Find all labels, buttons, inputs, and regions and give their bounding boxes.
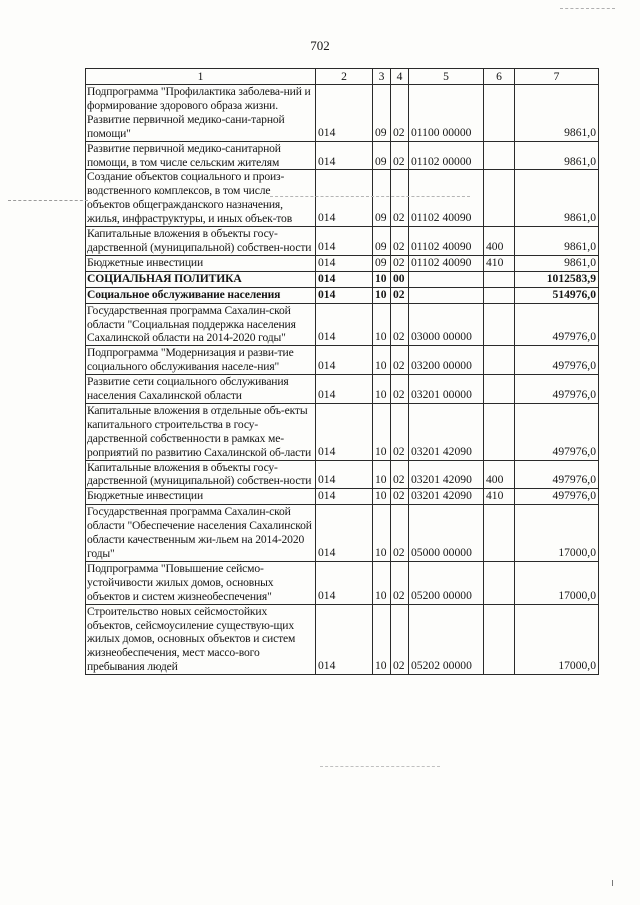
row-sum-cell: 9861,0 <box>515 255 599 271</box>
table-row <box>86 561 599 604</box>
row-csr-cell: 03000 00000 <box>409 303 484 346</box>
row-rz-cell: 09 <box>373 227 391 256</box>
row-csr-cell: 01102 40090 <box>409 255 484 271</box>
table-row <box>86 346 599 375</box>
row-rz-cell: 09 <box>373 85 391 142</box>
row-rz-cell: 10 <box>373 271 391 287</box>
row-csr-cell <box>409 287 484 303</box>
row-ved-cell: 014 <box>316 561 373 604</box>
row-vr-cell: 410 <box>484 489 515 505</box>
row-csr-cell: 05202 00000 <box>409 604 484 675</box>
row-name-cell: Развитие первичной медико-санитарной помощи, в том числе сельским жителям <box>86 141 316 170</box>
row-pr-cell: 00 <box>391 271 409 287</box>
row-sum-cell: 497976,0 <box>515 489 599 505</box>
row-vr-cell <box>484 346 515 375</box>
row-sum-cell: 9861,0 <box>515 141 599 170</box>
row-rz-cell: 09 <box>373 170 391 227</box>
row-rz-cell: 10 <box>373 287 391 303</box>
row-pr-cell: 02 <box>391 561 409 604</box>
row-csr-cell: 05000 00000 <box>409 505 484 562</box>
row-vr-cell <box>484 505 515 562</box>
row-csr-cell: 01102 00000 <box>409 141 484 170</box>
row-pr-cell: 02 <box>391 303 409 346</box>
row-csr-cell: 01102 40090 <box>409 170 484 227</box>
table-row <box>86 604 599 675</box>
row-name-cell: Подпрограмма "Профилактика заболева-ний и формирование здорового образа жизни. Развитие первичной медико-сани-тарной помощи" <box>86 85 316 142</box>
row-vr-cell: 400 <box>484 460 515 489</box>
row-vr-cell <box>484 403 515 460</box>
row-sum-cell: 17000,0 <box>515 505 599 562</box>
row-rz-cell: 10 <box>373 346 391 375</box>
page-number: 702 <box>310 38 330 53</box>
table-row <box>86 505 599 562</box>
column-header: 2 <box>316 69 373 85</box>
row-pr-cell: 02 <box>391 375 409 404</box>
column-header: 1 <box>86 69 316 85</box>
row-sum-cell: 9861,0 <box>515 170 599 227</box>
row-pr-cell: 02 <box>391 141 409 170</box>
row-vr-cell: 410 <box>484 255 515 271</box>
row-ved-cell: 014 <box>316 505 373 562</box>
row-ved-cell: 014 <box>316 271 373 287</box>
row-pr-cell: 02 <box>391 403 409 460</box>
row-ved-cell: 014 <box>316 375 373 404</box>
row-sum-cell: 497976,0 <box>515 375 599 404</box>
row-ved-cell: 014 <box>316 85 373 142</box>
row-rz-cell: 10 <box>373 303 391 346</box>
row-pr-cell: 02 <box>391 170 409 227</box>
table-row <box>86 375 599 404</box>
table-row <box>86 403 599 460</box>
row-vr-cell <box>484 604 515 675</box>
row-csr-cell: 03201 42090 <box>409 489 484 505</box>
row-sum-cell: 497976,0 <box>515 460 599 489</box>
row-vr-cell <box>484 141 515 170</box>
budget-table <box>85 68 599 675</box>
row-sum-cell: 17000,0 <box>515 604 599 675</box>
row-vr-cell <box>484 85 515 142</box>
row-name-cell: Бюджетные инвестиции <box>86 255 316 271</box>
row-sum-cell: 497976,0 <box>515 346 599 375</box>
row-ved-cell: 014 <box>316 460 373 489</box>
row-rz-cell: 09 <box>373 255 391 271</box>
table-row <box>86 141 599 170</box>
table-row <box>86 170 599 227</box>
row-rz-cell: 10 <box>373 505 391 562</box>
row-ved-cell: 014 <box>316 346 373 375</box>
row-name-cell: Строительство новых сейсмостойких объектов, сейсмоусиление существую-щих жилых домов, основных объектов и систем жизнеобеспечения, мест массо-вого пребывания людей <box>86 604 316 675</box>
row-name-cell: Государственная программа Сахалин-ской области "Социальная поддержка населения Сахалинской области на 2014-2020 годы" <box>86 303 316 346</box>
row-name-cell: Подпрограмма "Модернизация и разви-тие социального обслуживания населе-ния" <box>86 346 316 375</box>
row-vr-cell <box>484 303 515 346</box>
row-name-cell: Бюджетные инвестиции <box>86 489 316 505</box>
table-row <box>86 255 599 271</box>
row-csr-cell: 05200 00000 <box>409 561 484 604</box>
row-ved-cell: 014 <box>316 604 373 675</box>
row-ved-cell: 014 <box>316 141 373 170</box>
row-sum-cell: 9861,0 <box>515 85 599 142</box>
row-name-cell: Подпрограмма "Повышение сейсмо-устойчивости жилых домов, основных объектов и систем жизнеобеспечения" <box>86 561 316 604</box>
column-header: 7 <box>515 69 599 85</box>
row-ved-cell: 014 <box>316 287 373 303</box>
table-row <box>86 271 599 287</box>
table-row <box>86 489 599 505</box>
scan-edge-mark <box>612 880 613 886</box>
row-csr-cell: 01100 00000 <box>409 85 484 142</box>
row-name-cell: СОЦИАЛЬНАЯ ПОЛИТИКА <box>86 271 316 287</box>
row-pr-cell: 02 <box>391 604 409 675</box>
row-rz-cell: 10 <box>373 403 391 460</box>
table-row <box>86 460 599 489</box>
row-name-cell: Капитальные вложения в объекты госу-дарственной (муниципальной) собствен-ности <box>86 227 316 256</box>
row-sum-cell: 9861,0 <box>515 227 599 256</box>
row-rz-cell: 10 <box>373 561 391 604</box>
row-pr-cell: 02 <box>391 287 409 303</box>
row-pr-cell: 02 <box>391 505 409 562</box>
row-vr-cell <box>484 561 515 604</box>
column-header: 3 <box>373 69 391 85</box>
row-sum-cell: 497976,0 <box>515 303 599 346</box>
row-rz-cell: 10 <box>373 460 391 489</box>
row-name-cell: Государственная программа Сахалин-ской области "Обеспечение населения Сахалинской области качественным жи-льем на 2014-2020 годы" <box>86 505 316 562</box>
scan-artifact-dashes <box>270 196 470 197</box>
column-header: 4 <box>391 69 409 85</box>
row-csr-cell: 03201 42090 <box>409 403 484 460</box>
row-rz-cell: 09 <box>373 141 391 170</box>
row-csr-cell: 03201 42090 <box>409 460 484 489</box>
row-pr-cell: 02 <box>391 489 409 505</box>
scan-artifact-dashes <box>320 766 440 767</box>
row-csr-cell <box>409 271 484 287</box>
row-vr-cell <box>484 287 515 303</box>
row-pr-cell: 02 <box>391 346 409 375</box>
row-csr-cell: 03201 00000 <box>409 375 484 404</box>
row-pr-cell: 02 <box>391 227 409 256</box>
column-header: 5 <box>409 69 484 85</box>
row-name-cell: Капитальные вложения в объекты госу-дарственной (муниципальной) собствен-ности <box>86 460 316 489</box>
row-ved-cell: 014 <box>316 170 373 227</box>
row-vr-cell <box>484 271 515 287</box>
row-csr-cell: 03200 00000 <box>409 346 484 375</box>
row-sum-cell: 497976,0 <box>515 403 599 460</box>
column-header: 6 <box>484 69 515 85</box>
row-sum-cell: 17000,0 <box>515 561 599 604</box>
row-sum-cell: 514976,0 <box>515 287 599 303</box>
row-vr-cell: 400 <box>484 227 515 256</box>
row-ved-cell: 014 <box>316 255 373 271</box>
row-rz-cell: 10 <box>373 604 391 675</box>
row-name-cell: Развитие сети социального обслуживания населения Сахалинской области <box>86 375 316 404</box>
table-row <box>86 287 599 303</box>
row-vr-cell <box>484 170 515 227</box>
row-name-cell: Создание объектов социального и произ-водственного комплексов, в том числе объектов общегражданского назначения, жилья, инфраструктуры, и иных объек-тов <box>86 170 316 227</box>
row-name-cell: Капитальные вложения в отдельные объ-екты капитального строительства в госу-дарственной собственности в рамках ме-роприятий по развитию Сахалинской об-ласти <box>86 403 316 460</box>
table-row <box>86 303 599 346</box>
row-sum-cell: 1012583,9 <box>515 271 599 287</box>
row-csr-cell: 01102 40090 <box>409 227 484 256</box>
scan-artifact-dashes <box>560 8 615 9</box>
table-header-row <box>86 69 599 85</box>
scan-artifact-dashes <box>8 200 88 201</box>
row-rz-cell: 10 <box>373 375 391 404</box>
row-vr-cell <box>484 375 515 404</box>
row-ved-cell: 014 <box>316 403 373 460</box>
row-name-cell: Социальное обслуживание населения <box>86 287 316 303</box>
row-ved-cell: 014 <box>316 227 373 256</box>
row-pr-cell: 02 <box>391 85 409 142</box>
row-ved-cell: 014 <box>316 303 373 346</box>
row-rz-cell: 10 <box>373 489 391 505</box>
table-row <box>86 85 599 142</box>
row-pr-cell: 02 <box>391 460 409 489</box>
table-row <box>86 227 599 256</box>
row-pr-cell: 02 <box>391 255 409 271</box>
row-ved-cell: 014 <box>316 489 373 505</box>
